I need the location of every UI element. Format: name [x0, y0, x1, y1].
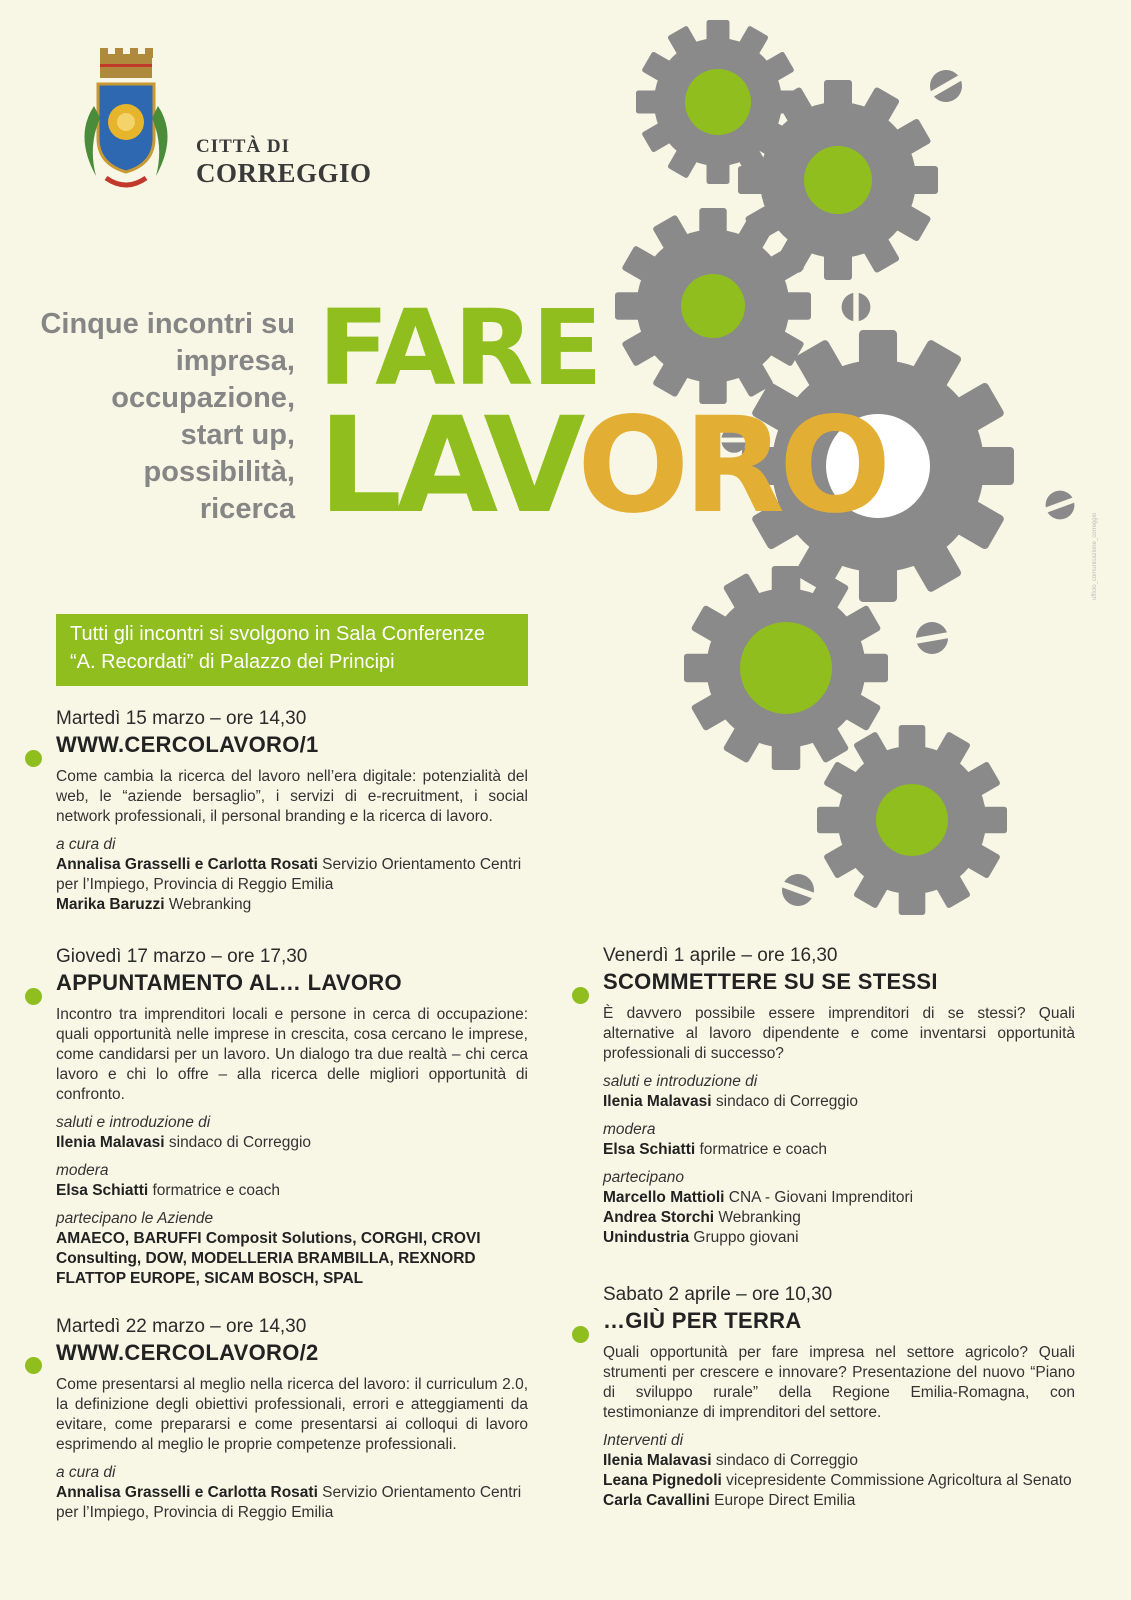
participant-role: sindaco di Correggio [164, 1134, 312, 1151]
event-section-label: modera [603, 1121, 656, 1138]
title-lavoro [318, 389, 886, 543]
participant-role: sindaco di Correggio [711, 1452, 859, 1469]
event-participant [56, 1483, 528, 1523]
event-participant [603, 1451, 1075, 1471]
participant-name: AMAECO, BARUFFI Composit Solutions, CORGHI, CROVI Consulting, DOW, MODELLERIA BRAMBILLA, REXNORD FLATTOP EUROPE, SICAM BOSCH, SPAL [56, 1230, 481, 1287]
participant-name: Annalisa Grasselli e Carlotta Rosati [56, 1484, 318, 1501]
event-description: Come cambia la ricerca del lavoro nell’era digitale: potenzialità del web, le “aziende bersaglio”, i servizi di e-recruitment, i social network professionali, il personal branding e la ricerca di lavoro. [56, 768, 528, 825]
event-participant [603, 1228, 1075, 1248]
participant-role: Webranking [164, 896, 252, 913]
event-participant [603, 1188, 1075, 1208]
participant-name: Ilenia Malavasi [603, 1093, 712, 1110]
subtitle-line: occupazione, [111, 382, 295, 414]
participant-name: Elsa Schiatti [603, 1141, 696, 1158]
subtitle [20, 306, 295, 528]
event-section [603, 1431, 1075, 1511]
event-description: Come presentarsi al meglio nella ricerca del lavoro: il curriculum 2.0, la definizione degli obiettivi professionali, errori e atteggiamenti da evitare, come prepararsi e come presentarsi ai colloqui di lavoro esprimendo al meglio le proprie competenze professionali. [56, 1376, 528, 1453]
participant-name: Unindustria [603, 1229, 690, 1246]
event-section-label: saluti e introduzione di [603, 1073, 758, 1090]
event-section-label: partecipano le Aziende [56, 1210, 214, 1227]
participant-role: formatrice e coach [695, 1141, 827, 1158]
participant-role: sindaco di Correggio [711, 1093, 859, 1110]
event-date: Martedì 15 marzo – ore 14,30 [56, 708, 307, 729]
event-date: Venerdì 1 aprile – ore 16,30 [603, 945, 838, 966]
event-description: Incontro tra imprenditori locali e persone in cerca di occupazione: quali opportunità nelle imprese in crescita, cosa cercano le imprese, come candidarsi per un lavoro. Un dialogo tra due realtà – chi cerca lavoro e chi lo offre – alla ricerca delle migliori opportunità di confronto. [56, 1006, 528, 1103]
participant-name: Elsa Schiatti [56, 1182, 149, 1199]
event-section [56, 1209, 528, 1289]
event-participant [603, 1140, 1075, 1160]
side-credit: ufficio_comunicazione_correggio [1092, 512, 1098, 600]
participant-role: Servizio Orientamento Centri per l’Impiego, Provincia di Reggio Emilia [56, 856, 522, 893]
subtitle-line: Cinque incontri su [40, 308, 295, 340]
participant-role: CNA - Giovani Imprenditori [724, 1189, 914, 1206]
event-participant [56, 895, 528, 915]
subtitle-line: start up, [180, 419, 295, 451]
event-section-label: Interventi di [603, 1432, 684, 1449]
event-marker-dot [572, 1326, 589, 1343]
event-title: WWW.CERCOLAVORO/1 [56, 732, 319, 757]
venue-line-1: Tutti gli incontri si svolgono in Sala Conferenze [70, 623, 486, 645]
city-crest-logo [66, 46, 186, 196]
participant-role: Webranking [714, 1209, 801, 1226]
event-participant [603, 1208, 1075, 1228]
event-3 [56, 1315, 528, 1523]
event-section-label: partecipano [603, 1169, 685, 1186]
event-participant [56, 1181, 528, 1201]
event-description: È davvero possibile essere imprenditori di se stessi? Quali alternative al lavoro dipendente e come inventarsi opportunità professionali di successo? [603, 1005, 1075, 1062]
subtitle-line: ricerca [199, 493, 295, 525]
participant-name: Marika Baruzzi [56, 896, 165, 913]
event-marker-dot [25, 750, 42, 767]
participant-role: Europe Direct Emilia [709, 1492, 856, 1509]
participant-role: Gruppo giovani [689, 1229, 799, 1246]
event-section [603, 1072, 1075, 1112]
event-title: …GIÙ PER TERRA [603, 1308, 802, 1333]
participant-name: Marcello Mattioli [603, 1189, 725, 1206]
event-4 [603, 944, 1075, 1248]
event-marker-dot [572, 987, 589, 1004]
venue-line-2: “A. Recordati” di Palazzo dei Principi [70, 651, 395, 673]
event-section [56, 1463, 528, 1523]
participant-role: formatrice e coach [148, 1182, 280, 1199]
title-fare: FARE [318, 287, 601, 409]
event-participant [56, 1229, 528, 1289]
event-participant [603, 1092, 1075, 1112]
subtitle-line: impresa, [175, 345, 295, 377]
city-prefix: CITTÀ DI [196, 136, 291, 157]
participant-name: Leana Pignedoli [603, 1472, 722, 1489]
event-marker-dot [25, 1357, 42, 1374]
event-participant [603, 1471, 1075, 1491]
event-title: SCOMMETTERE SU SE STESSI [603, 969, 938, 994]
event-section-label: a cura di [56, 1464, 116, 1481]
event-section [603, 1168, 1075, 1248]
event-section [56, 1113, 528, 1153]
participant-role: vicepresidente Commissione Agricoltura al Senato [721, 1472, 1072, 1489]
event-2 [56, 945, 528, 1289]
event-5 [603, 1283, 1075, 1511]
subtitle-line: possibilità, [143, 456, 295, 488]
title-lav: LAV [318, 389, 578, 543]
participant-role: Servizio Orientamento Centri per l’Impiego, Provincia di Reggio Emilia [56, 1484, 522, 1521]
event-participant [603, 1491, 1075, 1511]
event-date: Martedì 22 marzo – ore 14,30 [56, 1316, 307, 1337]
participant-name: Ilenia Malavasi [603, 1452, 712, 1469]
event-participant [56, 855, 528, 895]
participant-name: Ilenia Malavasi [56, 1134, 165, 1151]
event-section [56, 1161, 528, 1201]
event-section-label: a cura di [56, 836, 116, 853]
event-title: APPUNTAMENTO AL… LAVORO [56, 970, 402, 995]
event-date: Giovedì 17 marzo – ore 17,30 [56, 946, 308, 967]
event-date: Sabato 2 aprile – ore 10,30 [603, 1284, 833, 1305]
event-section-label: modera [56, 1162, 109, 1179]
title-oro: ORO [577, 389, 886, 543]
event-marker-dot [25, 988, 42, 1005]
participant-name: Carla Cavallini [603, 1492, 710, 1509]
event-section [56, 835, 528, 915]
participant-name: Annalisa Grasselli e Carlotta Rosati [56, 856, 318, 873]
event-1 [56, 707, 528, 915]
event-section [603, 1120, 1075, 1160]
event-section-label: saluti e introduzione di [56, 1114, 211, 1131]
venue-box [56, 614, 528, 686]
event-title: WWW.CERCOLAVORO/2 [56, 1340, 319, 1365]
event-participant [56, 1133, 528, 1153]
event-description: Quali opportunità per fare impresa nel settore agricolo? Quali strumenti per crescere e innovare? Presentazione del nuovo “Piano di sviluppo rurale” della Regione Emilia-Romagna, con testimonianze di imprenditori del settore. [603, 1344, 1075, 1421]
participant-name: Andrea Storchi [603, 1209, 715, 1226]
city-name: CORREGGIO [196, 158, 372, 188]
